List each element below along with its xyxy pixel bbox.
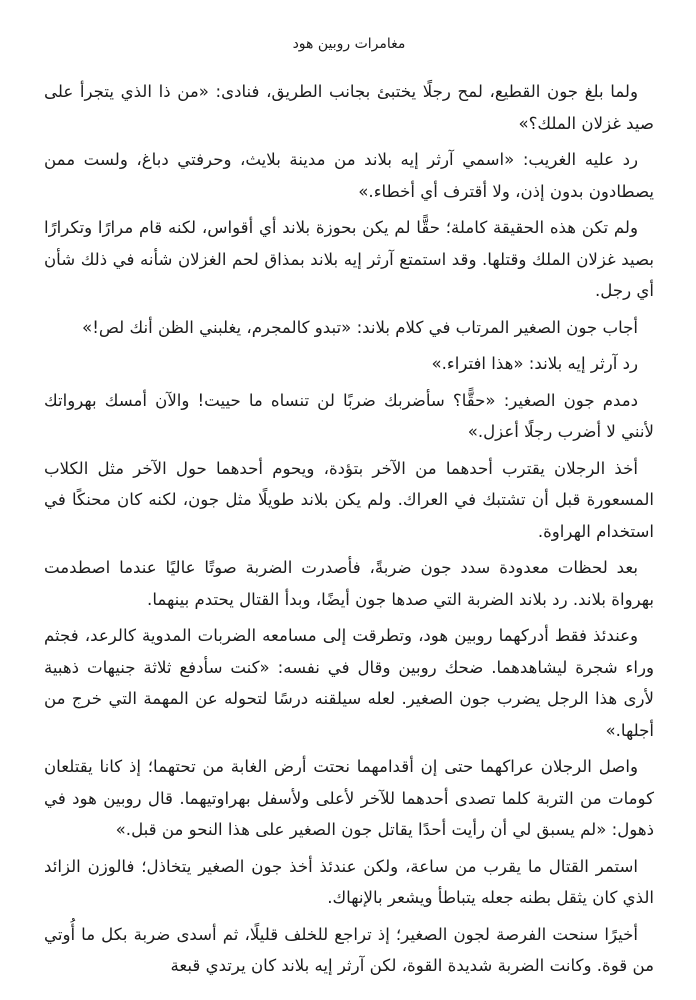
paragraph: رد آرثر إيه بلاند: «هذا افتراء.»: [431, 354, 638, 373]
paragraph: واصل الرجلان عراكهما حتى إن أقدامهما نحتت أرض الغابة من تحتهما؛ إذ كانا يقتلعان كومات من التربة كلما تصدى أحدهما للآخر لأعلى ولأسفل بهراوتيهما. قال روبين هود في ذهول: «لم يسبق لي أن رأيت أحدًا يقاتل جون الصغير على هذا النحو من قبل.»: [44, 757, 654, 839]
paragraph: أخذ الرجلان يقترب أحدهما من الآخر بتؤدة، ويحوم أحدهما حول الآخر مثل الكلاب المسعورة قبل أن تشتبك في العراك. ولم يكن بلاند طويلًا مثل جون، لكنه كان محنكًا في استخدام الهراوة.: [44, 458, 654, 541]
paragraph: ولم تكن هذه الحقيقة كاملة؛ حقًّا لم يكن بحوزة بلاند أي أقواس، لكنه قام مرارًا وتكرارًا بصيد غزلان الملك وقتلها. وقد استمتع آرثر إيه بلاند بمذاق لحم الغزلان شأنه في ذلك شأن أي رجل.: [44, 218, 654, 300]
paragraph: رد عليه الغريب: «اسمي آرثر إيه بلاند من مدينة بلايث، وحرفتي دباغ، ولست ممن يصطادون بدون إذن، ولا أقترف أي أخطاء.»: [44, 150, 654, 201]
paragraph: دمدم جون الصغير: «حقًّا؟ سأضربك ضربًا لن تنساه ما حييت! والآن أمسك بهرواتك لأنني لا أضرب رجلًا أعزل.»: [44, 390, 654, 441]
page-body: [44, 76, 654, 982]
paragraph: استمر القتال ما يقرب من ساعة، ولكن عندئذ أخذ جون الصغير يتخاذل؛ فالوزن الزائد الذي كان يثقل بطنه جعله يتباطأ ويشعر بالإنهاك.: [44, 856, 654, 907]
paragraph: أخيرًا سنحت الفرصة لجون الصغير؛ إذ تراجع للخلف قليلًا، ثم أسدى ضربة بكل ما أُوتي من قوة. وكانت الضربة شديدة القوة، لكن آرثر إيه بلاند كان يرتدي قبعة: [44, 924, 654, 975]
running-header: مغامرات روبين هود: [292, 36, 406, 52]
paragraph: وعندئذ فقط أدركهما روبين هود، وتطرقت إلى مسامعه الضربات المدوية كالرعد، فجثم وراء شجرة ليشاهدهما. ضحك روبين وقال في نفسه: «كنت سأدفع ثلاثة جنيهات ذهبية لأرى هذا الرجل يضرب جون الصغير. لعله سيلقنه درسًا لتحوله عن المهمة التي خرج من أجلها.»: [44, 626, 654, 740]
paragraph: أجاب جون الصغير المرتاب في كلام بلاند: «تبدو كالمجرم، يغلبني الظن أنك لص!»: [82, 317, 638, 337]
paragraph: بعد لحظات معدودة سدد جون ضربةً، فأصدرت الضربة صوتًا عاليًا عندما اصطدمت بهرواة بلاند. رد بلاند الضربة التي صدها جون أيضًا، وبدأ القتال يحتدم بينهما.: [44, 558, 654, 609]
paragraph: ولما بلغ جون القطيع، لمح رجلًا يختبئ بجانب الطريق، فنادى: «من ذا الذي يتجرأ على صيد غزلان الملك؟»: [44, 82, 654, 133]
